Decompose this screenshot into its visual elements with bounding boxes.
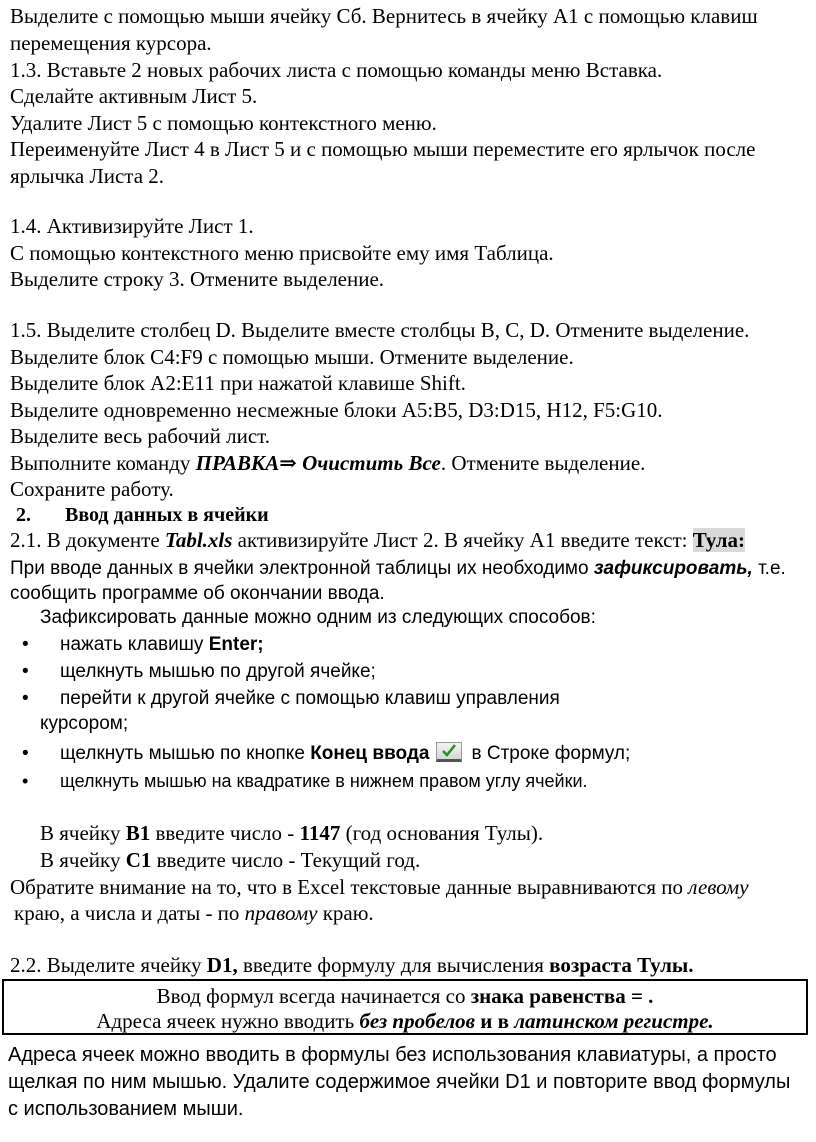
text-line: щелкая по ним мышью. Удалите содержимое ячейки D1 и повторите ввод формулы	[8, 1071, 791, 1093]
text-line: краю, а числа и даты - по правому краю.	[14, 901, 374, 925]
text-line: с использованием мыши.	[8, 1098, 244, 1120]
list-item-continuation: курсором;	[40, 713, 129, 734]
list-item: • щелкнуть мышью по другой ячейке;	[22, 661, 376, 682]
note-box-line: Адреса ячеек нужно вводить без пробелов и в латинском регистре.	[96, 1009, 714, 1033]
text-line: Выделите блок А2:Е11 при нажатой клавише Shift.	[10, 371, 466, 395]
text-line: 2.1. В документе Tabl.xls активизируйте Лист 2. В ячейку А1 введите текст: Тула:	[10, 528, 745, 552]
text-line: В ячейку В1 введите число - 1147 (год основания Тулы).	[40, 821, 544, 845]
text-line: Сделайте активным Лист 5.	[10, 84, 258, 108]
highlighted-text: Тула:	[692, 528, 745, 552]
file-name: Tabl.xls	[164, 528, 233, 552]
list-item: • щелкнуть мышью на квадратике в нижнем правом углу ячейки.	[22, 771, 588, 791]
text-line: сообщить программе об окончании ввода.	[10, 583, 385, 604]
section-heading: 2. Ввод данных в ячейки	[16, 504, 269, 526]
text-line: В ячейку С1 введите число - Текущий год.	[40, 848, 421, 872]
text-line: При вводе данных в ячейки электронной таблицы их необходимо зафиксировать, т.е.	[10, 558, 786, 579]
text-line: Удалите Лист 5 с помощью контекстного меню.	[10, 111, 437, 135]
text-line: С помощью контекстного меню присвойте ему имя Таблица.	[10, 241, 554, 265]
text-line: Выделите строку 3. Отмените выделение.	[10, 267, 385, 291]
text-line: Выделите блок С4:F9 с помощью мыши. Отмените выделение.	[10, 345, 574, 369]
text-line: 1.5. Выделите столбец D. Выделите вместе столбцы В, С, D. Отмените выделение.	[10, 318, 750, 342]
text-line: ярлычка Листа 2.	[10, 164, 165, 188]
list-item: • щелкнуть мышью по кнопке Конец ввода в Строке формул;	[22, 743, 631, 764]
text-line: 1.4. Активизируйте Лист 1.	[10, 214, 254, 238]
text-line: Переименуйте Лист 4 в Лист 5 и с помощью мыши переместите его ярлычок после	[10, 137, 756, 161]
list-item: • перейти к другой ячейке с помощью клавиш управления	[22, 688, 560, 709]
text-line: Выделите весь рабочий лист.	[10, 424, 271, 448]
note-box	[2, 979, 808, 1035]
text-line: Зафиксировать данные можно одним из следующих способов:	[40, 607, 596, 628]
list-item: • нажать клавишу Enter;	[22, 634, 264, 655]
menu-command: ПРАВКА⇒ Очистить Все	[195, 451, 441, 475]
text-line: Выделите одновременно несмежные блоки А5:В5, D3:D15, Н12, F5:G10.	[10, 398, 663, 422]
text-line: перемещения курсора.	[10, 31, 212, 55]
note-box-line: Ввод формул всегда начинается со знака равенства = .	[156, 984, 654, 1008]
text-line: 2.2. Выделите ячейку D1, введите формулу для вычисления возраста Тулы.	[10, 953, 694, 977]
text-line: Адреса ячеек можно вводить в формулы без использования клавиатуры, а просто	[8, 1044, 777, 1066]
text-line: Обратите внимание на то, что в Excel текстовые данные выравниваются по левому	[10, 875, 749, 899]
text-line: Выделите с помощью мыши ячейку Сб. Вернитесь в ячейку А1 с помощью клавиш	[10, 4, 758, 28]
checkmark-icon	[436, 742, 462, 762]
text-line: 1.3. Вставьте 2 новых рабочих листа с помощью команды меню Вставка.	[10, 58, 663, 82]
text-line: Выполните команду ПРАВКА⇒ Очистить Все. Отмените выделение.	[10, 451, 646, 475]
text-line: Сохраните работу.	[10, 477, 174, 501]
